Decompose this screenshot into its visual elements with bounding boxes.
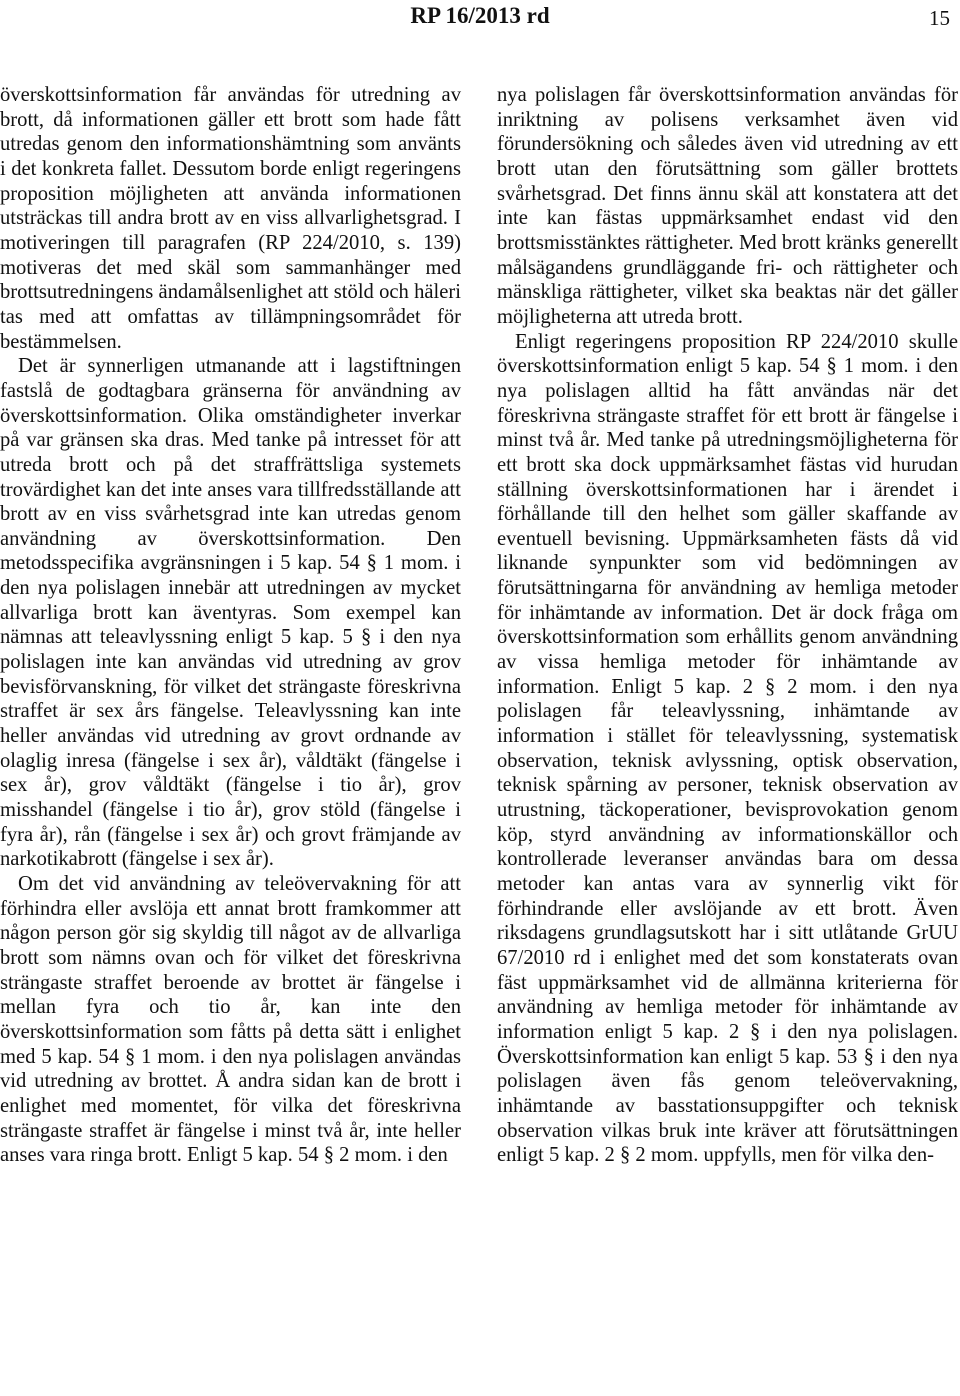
page-number: 15 [929,6,950,30]
page-header [0,0,960,40]
paragraph: Enligt regeringens proposition RP 224/2010 skulle överskottsinformation enligt 5 kap. 54 § 1 mom. i den nya polislagen alltid ha fått användas när det föreskrivna strängaste straffet för ett brott är fängelse i minst två år. Med tanke på utredningsmöjligheterna för ett brott ska dock uppmärksamhet fästas vid hurudan ställning överskottsinformationen har i ärendet i förhållande till den helhet som gäller skaffande av eventuell bevisning. Uppmärksamheten fästs då vid liknande synpunkter som vid bedömningen av förutsättningarna för användning av hemliga metoder för inhämtande av information. Det är dock fråga om överskottsinformation som erhållits genom användning av vissa hemliga metoder för inhämtande av information. Enligt 5 kap. 2 § 2 mom. i den nya polislagen får teleavlyssning, inhämtande av information i stället för teleavlyssning, systematisk observation, teknisk avlyssning, optisk observation, teknisk spårning av personer, teknisk observation av utrustning, täckoperationer, bevisprovokation genom köp, styrd användning av informationskällor och kontrollerade leveranser användas bara om dessa metoder kan antas vara av synnerlig vikt för förhindrande eller avslöjande av ett brott. Även riksdagens grundlagsutskott har i sitt utlåtande GrUU 67/2010 rd i enlighet med det som konstaterats ovan fäst uppmärksamhet vid de allmänna kriterierna för användning av hemliga metoder för inhämtande av information enligt 5 kap. 2 § i den nya polislagen. Överskottsinformation kan enligt 5 kap. 53 § i den nya polislagen även fås genom teleövervakning, inhämtande av basstationsuppgifter och teknisk observation vilkas bruk inte kräver att förutsättningen enligt 5 kap. 2 § 2 mom. uppfylls, men för vilka den- [497,330,958,1167]
document-title: RP 16/2013 rd [410,3,550,28]
paragraph: Det är synnerligen utmanande att i lagstiftningen fastslå de godtagbara gränserna för användning av överskottsinformation. Olika omständigheter inverkar på var gränsen ska dras. Med tanke på intresset för att utreda brott och på det straffrättsliga systemets trovärdighet kan det inte anses vara tillfredsställande att brott av en viss svårhetsgrad inte kan utredas genom användning av överskottsinformation. Den metodsspecifika avgränsningen i 5 kap. 54 § 1 mom. i den nya polislagen innebär att utredningen av mycket allvarliga brott kan äventyras. Som exempel kan nämnas att teleavlyssning enligt 5 kap. 5 § i den nya polislagen inte kan användas vid utredning av grov bevisförvanskning, för vilket det strängaste föreskrivna straffet är sex års fängelse. Teleavlyssning kan inte heller användas vid utredning av grovt ordnande av olaglig inresa (fängelse i sex år), våldtäkt (fängelse i sex år), grov våldtäkt (fängelse i tio år), grov misshandel (fängelse i tio år), grov stöld (fängelse i fyra år), rån (fängelse i sex år) och grovt främjande av narkotikabrott (fängelse i sex år). [0,355,461,871]
right-column [497,83,958,1168]
paragraph: Om det vid användning av teleövervakning för att förhindra eller avslöja ett annat brott framkommer att någon person gör sig skyldig till något av de allvarliga brott som nämns ovan och för vilket det föreskrivna strängaste straffet beroende av brottet är fängelse i mellan fyra och tio år, kan inte den överskottsinformation som fåtts på detta sätt i enlighet med 5 kap. 54 § 1 mom. i den nya polislagen användas vid utredning av brottet. Å andra sidan kan de brott i enlighet med momentet, för vilka det föreskrivna strängaste straffet är fängelse i minst två år, inte heller anses vara ringa brott. Enligt 5 kap. 54 § 2 mom. i den [0,873,461,1167]
left-column [0,83,461,1168]
paragraph: nya polislagen får överskottsinformation användas för inriktning av polisens verksamhet även vid förundersökning och således även vid utredning av ett brott utan den förutsättning som gäller brottets svårhetsgrad. Det finns ännu skäl att konstatera att det inte kan fästas uppmärksamhet endast vid den brottsmisstänktes rättigheter. Med brott kränks generellt målsägandens grundläggande fri- och rättigheter och mänskliga rättigheter, vilket ska beaktas när det gäller möjligheterna att utreda brott. [497,84,958,328]
paragraph: överskottsinformation får användas för utredning av brott, då informationen gäller ett brott som hade fått utredas genom den informationshämtning som använts i det konkreta fallet. Dessutom borde enligt regeringens proposition möjligheten att använda informationen utsträckas till andra brott av en viss allvarlighetsgrad. I motiveringen till paragrafen (RP 224/2010, s. 139) motiveras det med skäl som sammanhänger med brottsutredningens ändamålsenlighet att stöld och häleri tas med att omfattas av tillämpningsområdet för bestämmelsen. [0,84,461,353]
